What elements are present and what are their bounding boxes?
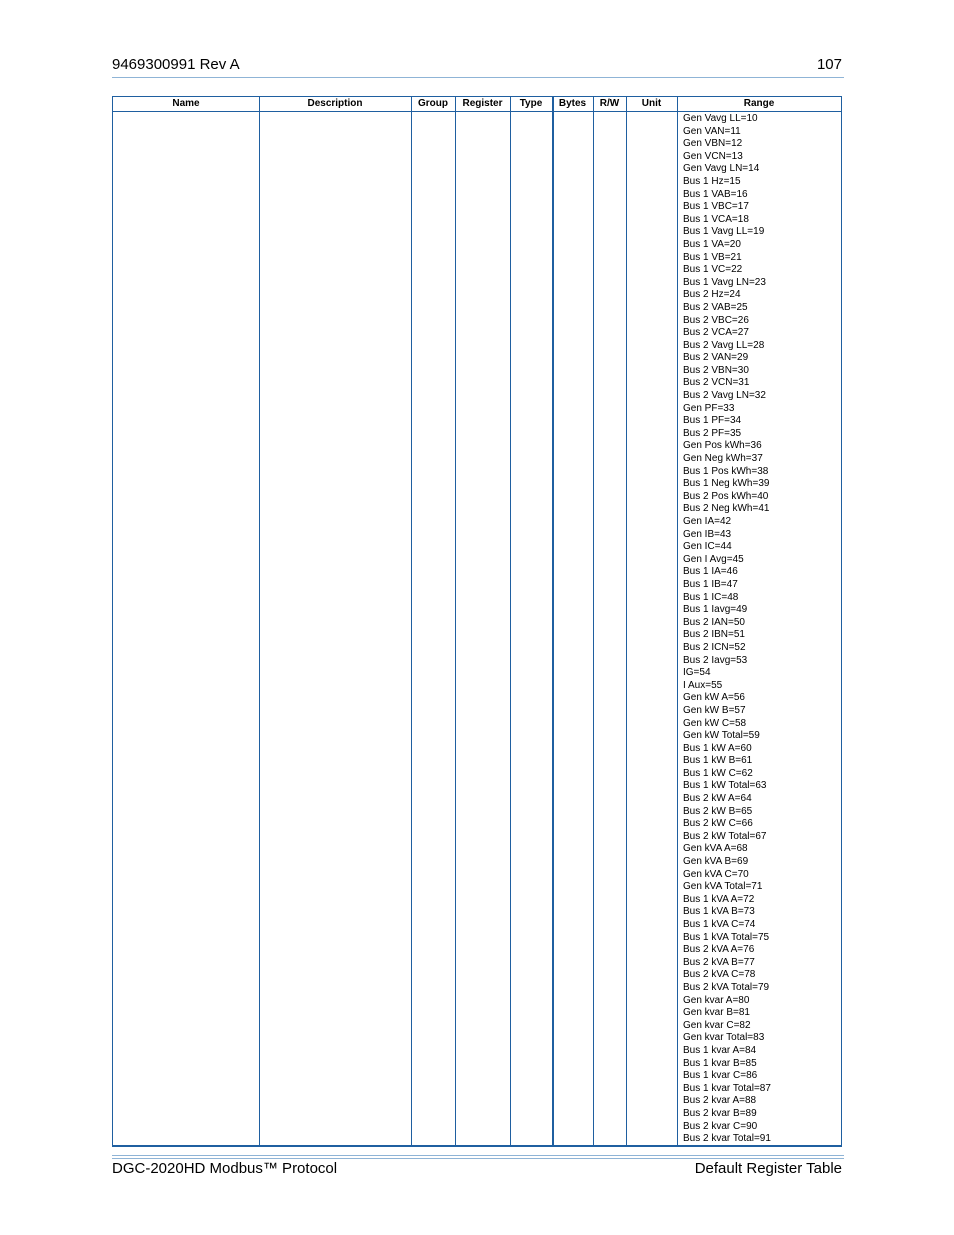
range-value: Bus 2 VAN=29 [683, 352, 749, 364]
column-header-description: Description [307, 98, 363, 109]
column-header-bytes: Bytes [558, 98, 587, 109]
range-value: Gen kW C=58 [683, 717, 747, 729]
range-cell [683, 113, 841, 1146]
range-value: Gen kvar B=81 [683, 1007, 750, 1019]
range-value: Bus 1 Pos kWh=38 [683, 465, 769, 477]
range-value: Bus 1 IC=48 [683, 591, 739, 603]
header-divider [112, 77, 844, 78]
range-value: Bus 2 VBC=26 [683, 314, 749, 326]
range-value: I Aux=55 [683, 679, 723, 691]
range-value: Bus 2 Pos kWh=40 [683, 490, 769, 502]
column-header-name: Name [172, 98, 200, 109]
range-value: Bus 2 kW C=66 [683, 818, 753, 830]
range-value: Bus 1 Vavg LL=19 [683, 226, 765, 238]
column-divider [455, 97, 456, 1145]
column-header-unit: Unit [641, 98, 662, 109]
range-value: Bus 1 kvar B=85 [683, 1057, 757, 1069]
footer-divider [112, 1155, 844, 1159]
range-value: Bus 2 Neg kWh=41 [683, 503, 770, 515]
range-value: IG=54 [683, 667, 711, 679]
range-value: Gen kVA Total=71 [683, 881, 763, 893]
column-divider [677, 97, 678, 1145]
section-name: Default Register Table [694, 1160, 842, 1177]
range-value: Gen IC=44 [683, 541, 732, 553]
page-header [112, 56, 842, 76]
page-number: 107 [816, 56, 842, 73]
range-value: Bus 1 IA=46 [683, 566, 738, 578]
column-header-rw: R/W [599, 98, 620, 109]
range-value: Bus 1 VCA=18 [683, 213, 749, 225]
column-header-register: Register [462, 98, 503, 109]
range-value: Bus 2 kvar C=90 [683, 1120, 758, 1132]
column-divider [259, 97, 260, 1145]
range-value: Bus 1 kvar C=86 [683, 1070, 758, 1082]
range-value: Bus 2 IBN=51 [683, 629, 745, 641]
range-value: Bus 2 kW Total=67 [683, 830, 767, 842]
column-header-group: Group [418, 98, 448, 109]
range-value: Bus 2 kVA B=77 [683, 956, 755, 968]
range-value: Bus 2 PF=35 [683, 427, 742, 439]
range-value: Gen kVA A=68 [683, 843, 748, 855]
range-value: Bus 2 kVA A=76 [683, 944, 755, 956]
column-divider [552, 97, 554, 1145]
range-value: Bus 2 kvar B=89 [683, 1107, 757, 1119]
range-value: Gen VAN=11 [683, 125, 741, 137]
range-value: Gen PF=33 [683, 402, 735, 414]
range-value: Bus 1 kVA B=73 [683, 906, 755, 918]
column-header-type: Type [519, 98, 543, 109]
register-table [112, 96, 842, 1147]
column-divider [411, 97, 412, 1145]
range-value: Bus 1 kW B=61 [683, 755, 753, 767]
doc-number: 9469300991 Rev A [112, 56, 240, 73]
range-value: Gen kW B=57 [683, 704, 746, 716]
range-value: Gen kVA C=70 [683, 868, 749, 880]
range-value: Bus 1 PF=34 [683, 415, 742, 427]
range-value: Bus 1 kW C=62 [683, 767, 753, 779]
range-value: Bus 1 kVA C=74 [683, 919, 756, 930]
range-value: Gen I Avg=45 [683, 553, 744, 565]
range-value: Bus 1 kW A=60 [683, 742, 752, 754]
range-value: Bus 2 VCN=31 [683, 377, 750, 389]
range-value: Gen Neg kWh=37 [683, 453, 763, 465]
range-value: Bus 1 VAB=16 [683, 188, 748, 200]
range-value: Bus 2 kVA Total=79 [683, 981, 770, 993]
range-value: Gen kVA B=69 [683, 856, 749, 868]
column-header-range: Range [743, 98, 775, 109]
range-value: Gen VBN=12 [683, 138, 743, 150]
range-value: Gen IA=42 [683, 516, 732, 527]
range-value: Bus 2 kW A=64 [683, 793, 752, 805]
range-value: Bus 1 Hz=15 [683, 175, 741, 187]
range-value: Bus 1 Vavg LN=23 [683, 276, 766, 288]
range-value: Gen Pos kWh=36 [683, 440, 762, 452]
product-name: DGC-2020HD Modbus™ Protocol [112, 1160, 338, 1177]
range-value: Gen kvar A=80 [683, 994, 750, 1006]
range-value: Bus 1 kvar Total=87 [683, 1082, 771, 1094]
range-value: Bus 1 VBC=17 [683, 201, 749, 213]
range-value: Bus 1 kVA Total=75 [683, 931, 770, 943]
range-value: Gen VCN=13 [683, 150, 743, 162]
range-value: Gen Vavg LL=10 [683, 113, 758, 124]
page-footer [112, 1160, 842, 1180]
range-value: Bus 2 kW B=65 [683, 805, 753, 817]
range-value: Bus 1 kvar A=84 [683, 1044, 757, 1056]
range-value: Bus 2 Iavg=53 [683, 654, 748, 666]
column-divider [510, 97, 511, 1145]
range-value: Bus 1 Iavg=49 [683, 604, 748, 616]
range-value: Bus 1 VA=20 [683, 238, 741, 250]
range-value: Bus 2 VAB=25 [683, 301, 748, 313]
range-value: Gen kW Total=59 [683, 730, 760, 742]
range-value: Bus 1 kW Total=63 [683, 780, 767, 792]
range-value: Bus 2 kVA C=78 [683, 969, 756, 981]
range-value: Bus 2 kvar Total=91 [683, 1133, 771, 1145]
range-value: Gen IB=43 [683, 528, 732, 540]
range-value: Gen Vavg LN=14 [683, 163, 760, 175]
range-value: Bus 1 Neg kWh=39 [683, 478, 770, 490]
range-value: Bus 1 VC=22 [683, 264, 743, 276]
range-value: Bus 1 VB=21 [683, 251, 742, 263]
range-value: Bus 2 Vavg LN=32 [683, 390, 766, 402]
column-divider [593, 97, 594, 1145]
range-value: Bus 2 kvar A=88 [683, 1095, 757, 1107]
range-value: Bus 2 VCA=27 [683, 327, 749, 339]
range-value: Bus 2 Hz=24 [683, 289, 741, 301]
column-divider [626, 97, 627, 1145]
range-value: Gen kvar Total=83 [683, 1032, 765, 1044]
range-value: Gen kW A=56 [683, 692, 745, 704]
range-value: Bus 1 kVA A=72 [683, 893, 755, 905]
range-value: Bus 1 IB=47 [683, 578, 738, 590]
range-value: Bus 2 Vavg LL=28 [683, 339, 765, 351]
range-value: Gen kvar C=82 [683, 1019, 751, 1031]
range-value: Bus 2 ICN=52 [683, 641, 746, 653]
range-value: Bus 2 IAN=50 [683, 616, 745, 628]
range-value: Bus 2 VBN=30 [683, 364, 749, 376]
header-row-divider [113, 111, 841, 112]
